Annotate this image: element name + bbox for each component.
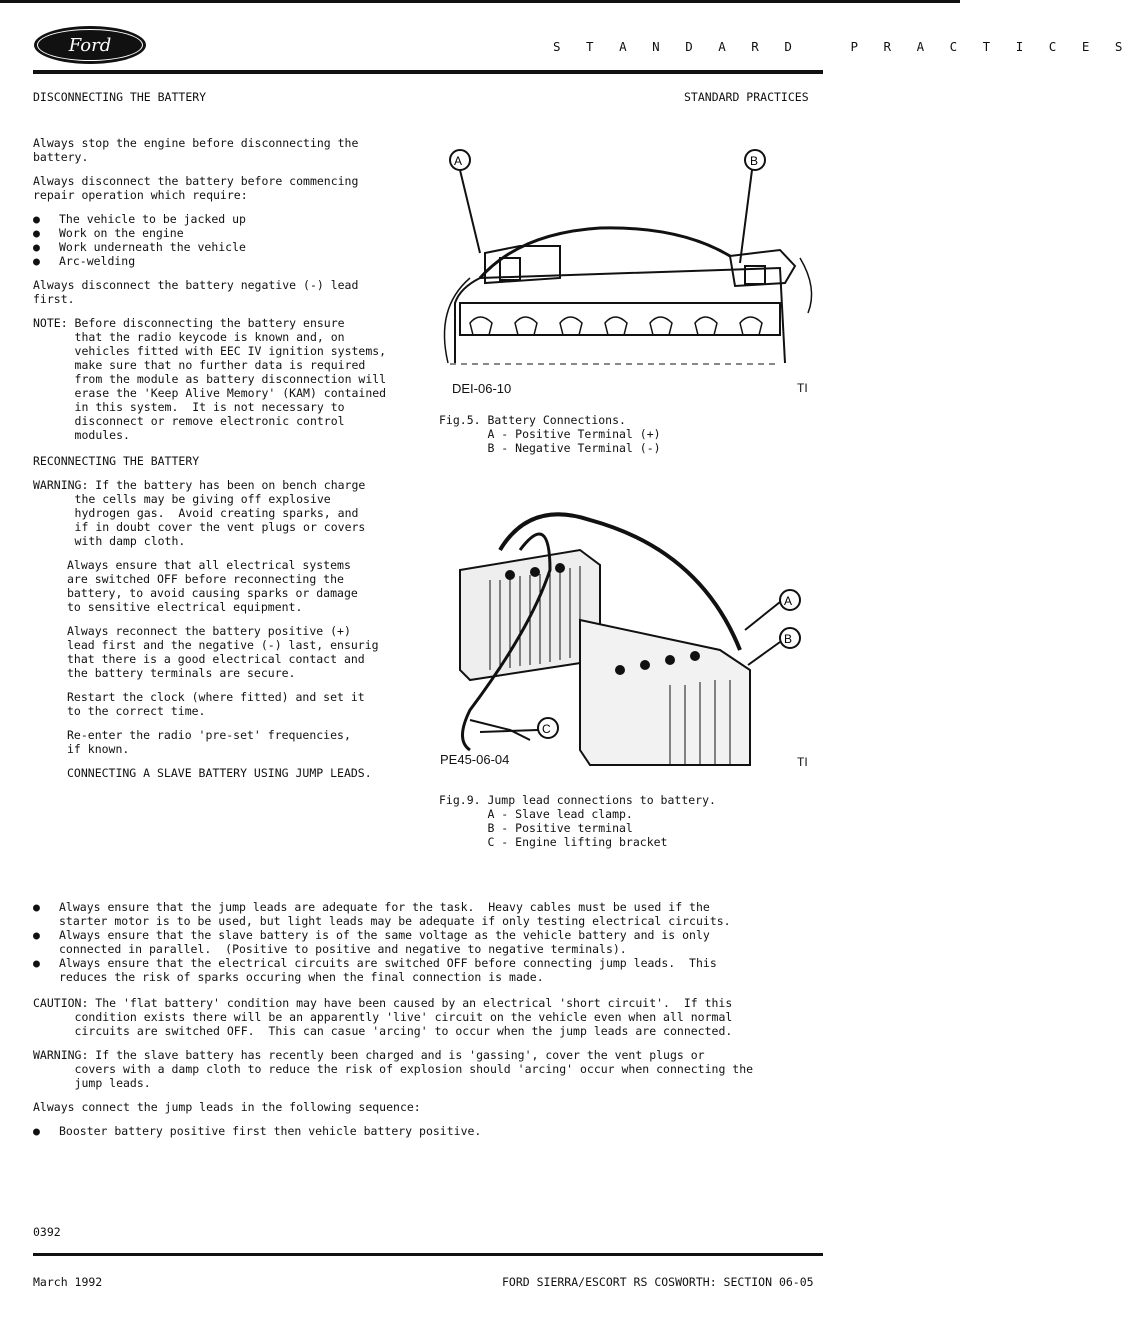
section-title: DISCONNECTING THE BATTERY <box>33 90 207 104</box>
warning-bench-charge: WARNING: If the battery has been on bench charge the cells may be giving off explosive hydrogen gas. Avoid creating sparks, and if in doubt cover the vent plugs or covers with damp cloth. <box>33 478 366 548</box>
page-code: 0392 <box>33 1225 61 1239</box>
fig9-label-b: B <box>784 632 793 646</box>
paragraph-restart-clock: Restart the clock (where fitted) and set it to the correct time. <box>67 690 365 718</box>
left-column <box>33 136 423 790</box>
paragraph-stop-engine: Always stop the engine before disconnecting the battery. <box>33 136 359 164</box>
jump-leads-list <box>33 900 843 984</box>
fig9-label-c: C <box>542 722 551 736</box>
reconnect-heading: RECONNECTING THE BATTERY <box>33 454 200 468</box>
list-item: ● Booster battery positive first then vehicle battery positive. <box>33 1124 482 1138</box>
fig5-label-a: A <box>454 154 463 168</box>
fig5-code: DEI-06-10 <box>452 381 512 396</box>
fig9-code: PE45-06-04 <box>440 752 510 767</box>
top-border <box>0 0 960 3</box>
paragraph-disconnect: Always disconnect the battery before commencing repair operation which require: <box>33 174 359 202</box>
logo-text: Ford <box>68 34 112 56</box>
list-item: ● Always ensure that the jump leads are adequate for the task. Heavy cables must be used if the starter motor is to be used, but light leads may be adequate if only testing electrical circuits. <box>33 900 731 928</box>
fig5-label-b: B <box>750 154 759 168</box>
fig9-caption: Fig.9. Jump lead connections to battery. A - Slave lead clamp. B - Positive terminal C - Engine lifting bracket <box>439 793 716 849</box>
figure-9-jump-leads <box>440 510 820 770</box>
fig9-tag: TI <box>797 755 808 769</box>
fig5-caption: Fig.5. Battery Connections. A - Positive Terminal (+) B - Negative Terminal (-) <box>439 413 661 455</box>
header-rule <box>33 70 823 74</box>
paragraph-switch-off: Always ensure that all electrical systems are switched OFF before reconnecting the battery, to avoid causing sparks or damage to sensitive electrical equipment. <box>67 558 358 614</box>
fig9-label-a: A <box>784 594 793 608</box>
full-width-section <box>33 900 843 1138</box>
warning-gassing: WARNING: If the slave battery has recently been charged and is 'gassing', cover the vent plugs or covers with a damp cloth to reduce the risk of explosion should 'arcing' occur when connecting the jump leads. <box>33 1048 754 1090</box>
sequence-intro: Always connect the jump leads in the following sequence: <box>33 1100 421 1114</box>
slave-heading: CONNECTING A SLAVE BATTERY USING JUMP LEADS. <box>67 766 372 780</box>
fig5-tag: TI <box>797 381 808 395</box>
paragraph-reconnect-positive: Always reconnect the battery positive (+) lead first and the negative (-) last, ensurig that there is a good electrical contact and the battery terminals are secure. <box>67 624 379 680</box>
page-header-title: S T A N D A R D P R A C T I C E S <box>553 39 1131 54</box>
paragraph-negative-first: Always disconnect the battery negative (-) lead first. <box>33 278 359 306</box>
list-item: ● Arc-welding <box>33 254 136 268</box>
ford-logo <box>34 26 146 64</box>
disconnect-list <box>33 212 423 268</box>
list-item: ● Work on the engine <box>33 226 184 240</box>
list-item: ● Always ensure that the electrical circuits are switched OFF before connecting jump leads. This reduces the risk of sparks occuring when the final connection is made. <box>33 956 717 984</box>
section-right-title: STANDARD PRACTICES <box>684 90 809 104</box>
footer-date: March 1992 <box>33 1275 103 1289</box>
list-item: ● Always ensure that the slave battery is of the same voltage as the vehicle battery and is only connected in parallel. (Positive to positive and negative to negative terminals). <box>33 928 710 956</box>
footer-rule <box>33 1253 823 1256</box>
list-item: ● The vehicle to be jacked up <box>33 212 246 226</box>
footer-section: FORD SIERRA/ESCORT RS COSWORTH: SECTION 06-05 <box>502 1275 814 1289</box>
caution-block: CAUTION: The 'flat battery' condition may have been caused by an electrical 'short circuit'. If this condition exists there will be an apparently 'live' circuit on the vehicle even when all normal circuits are switched OFF. This can casue 'arcing' to occur when the jump leads are connected. <box>33 996 733 1038</box>
note-block: NOTE: Before disconnecting the battery ensure that the radio keycode is known and, on vehicles fitted with EEC IV ignition systems, make sure that no further data is required from the module as battery disconnection will erase the 'Keep Alive Memory' (KAM) contained in this system. It is not necessary to disconnect or remove electronic control modules. <box>33 316 387 442</box>
figure-5-battery-connections <box>440 138 820 378</box>
list-item: ● Work underneath the vehicle <box>33 240 246 254</box>
paragraph-radio-presets: Re-enter the radio 'pre-set' frequencies, if known. <box>67 728 351 756</box>
